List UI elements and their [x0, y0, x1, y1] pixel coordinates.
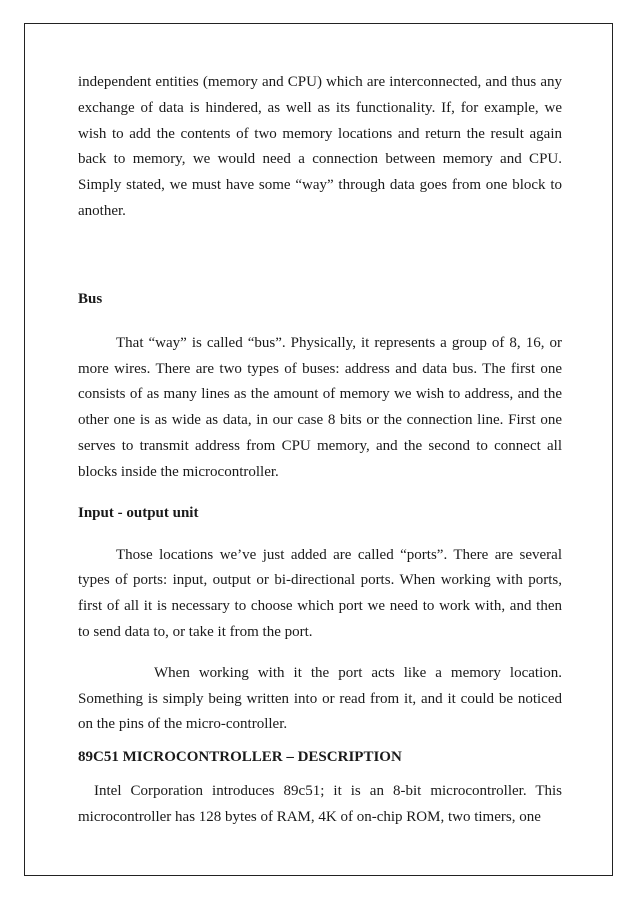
- paragraph-89c51: Intel Corporation introduces 89c51; it is an 8-bit microcontroller. This microcontroller has 128 bytes of RAM, 4K of on-chip ROM, two timers, one: [78, 783, 562, 825]
- paragraph-intro: independent entities (memory and CPU) which are interconnected, and thus any exchange of data is hindered, as well as its functionality. If, for example, we wish to add the contents of two memory locations and return the result again back to memory, we would need a connection between memory and CPU. Simply stated, we must have some “way” through data goes from one block to another.: [78, 74, 562, 219]
- heading-input-output-unit: Input - output unit: [78, 504, 199, 521]
- paragraph-bus: That “way” is called “bus”. Physically, it represents a group of 8, 16, or more wires. There are two types of buses: address and data bus. The first one consists of as many lines as the amount of memory we wish to address, and the other one is as wide as data, in our case 8 bits or the connection line. First one serves to transmit address from CPU memory, and the second to connect all blocks inside the microcontroller.: [78, 334, 562, 480]
- document-body: [78, 70, 562, 831]
- heading-bus: Bus: [78, 290, 103, 307]
- heading-89c51-description: 89C51 MICROCONTROLLER – DESCRIPTION: [78, 749, 402, 766]
- paragraph-io-1: Those locations we’ve just added are called “ports”. There are several types of ports: input, output or bi-directional ports. When working with ports, first of all it is necessary to choose which port we need to work with, and then to send data to, or take it from the port.: [78, 546, 562, 640]
- paragraph-io-2: When working with it the port acts like a memory location. Something is simply being written into or read from it, and it could be noticed on the pins of the micro-controller.: [78, 664, 562, 733]
